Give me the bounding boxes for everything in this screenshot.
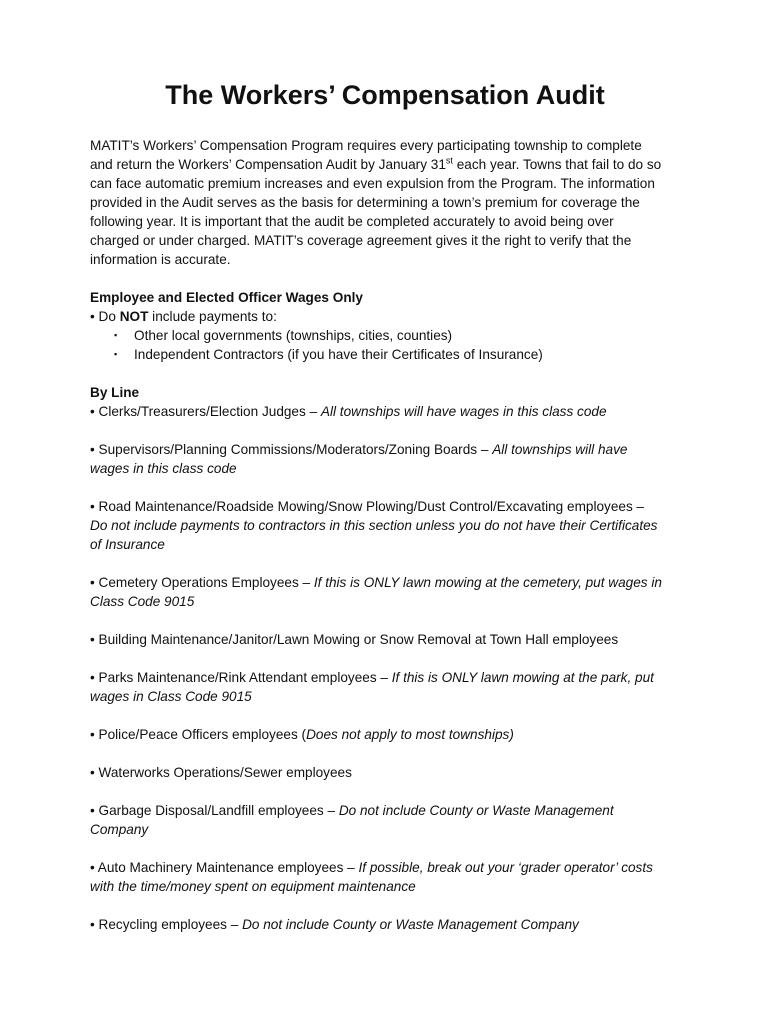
emphasis-text: NOT [119,309,149,324]
item-label: • Waterworks Operations/Sewer employees [90,765,352,780]
item-line [90,668,680,687]
class-code-item [90,725,680,744]
intro-paragraph [90,136,680,269]
intro-line [90,155,680,174]
item-note-line: of Insurance [90,537,165,552]
item-note: All townships will have [492,442,628,457]
item-label: • Recycling employees – [90,917,243,932]
exclusion-item-text: Other local governments (townships, cities, counties) [134,328,453,343]
intro-line: provided in the Audit serves as the basis for determining a town’s premium for coverage the [90,195,640,210]
item-note: If possible, break out your ‘grader operator’ costs [358,860,653,875]
item-note: Do not include County or Waste Management [338,803,614,818]
spacer [90,364,680,383]
class-code-item [90,801,680,839]
item-label: • Parks Maintenance/Rink Attendant employees – [90,670,392,685]
exclusion-list [90,326,680,364]
class-code-item [90,858,680,896]
item-note-line: wages in this class code [90,461,237,476]
bullet-text: • Do [90,309,120,324]
wages-section [90,288,680,364]
item-line [90,915,680,934]
square-bullet-icon: ▪ [114,330,118,340]
item-note: Does not apply to most townships) [306,727,514,742]
item-note: Do not include County or Waste Management Company [242,917,579,932]
class-code-item [90,497,680,554]
item-line [90,402,680,421]
spacer [90,269,680,288]
item-note-line: Class Code 9015 [90,594,195,609]
class-code-item [90,915,680,934]
class-code-item [90,440,680,478]
item-note: If this is ONLY lawn mowing at the park, put [391,670,654,685]
exclusion-bullet [90,307,680,326]
item-label: • Building Maintenance/Janitor/Lawn Mowing or Snow Removal at Town Hall employees [90,632,619,647]
item-label: • Cemetery Operations Employees – [90,575,314,590]
intro-text: each year. Towns that fail to do so [452,157,662,172]
intro-line: information is accurate. [90,252,231,267]
item-note: All townships will have wages in this class code [320,404,607,419]
class-code-item [90,573,680,611]
exclusion-item-text: Independent Contractors (if you have their Certificates of Insurance) [134,347,543,362]
item-line [90,573,680,592]
class-code-item [90,402,680,421]
item-label: • Garbage Disposal/Landfill employees – [90,803,339,818]
item-note-line: Do not include payments to contractors in this section unless you do not have their Certificates [90,518,658,533]
item-line [90,801,680,820]
item-line [90,440,680,459]
document-body [90,136,680,934]
intro-text: and return the Workers’ Compensation Audit by January 31 [90,157,446,172]
item-label: • Police/Peace Officers employees ( [90,727,307,742]
intro-line: MATIT’s Workers’ Compensation Program requires every participating township to complete [90,138,642,153]
item-note-line: Company [90,822,149,837]
class-code-item [90,668,680,706]
item-note-line: with the time/money spent on equipment maintenance [90,879,416,894]
item-label: • Auto Machinery Maintenance employees – [90,860,359,875]
document-title: The Workers’ Compensation Audit [165,80,605,110]
item-note: If this is ONLY lawn mowing at the cemetery, put wages in [313,575,662,590]
intro-line: can face automatic premium increases and even expulsion from the Program. The information [90,176,655,191]
exclusion-item [90,345,680,364]
item-label: • Clerks/Treasurers/Election Judges – [90,404,321,419]
item-label: • Supervisors/Planning Commissions/Moderators/Zoning Boards – [90,442,493,457]
class-code-item [90,763,680,782]
intro-line: charged or under charged. MATIT’s coverage agreement gives it the right to verify that the [90,233,632,248]
exclusion-item [90,326,680,345]
ordinal-suffix: st [445,155,453,166]
item-line [90,858,680,877]
class-code-item [90,630,680,649]
square-bullet-icon: ▪ [114,349,118,359]
bullet-text: include payments to: [148,309,277,324]
item-note-line: wages in Class Code 9015 [90,689,252,704]
item-label: • Road Maintenance/Roadside Mowing/Snow Plowing/Dust Control/Excavating employees – [90,499,645,514]
intro-line: following year. It is important that the audit be completed accurately to avoid being over [90,214,614,229]
by-line-section [90,383,680,934]
section-heading: Employee and Elected Officer Wages Only [90,290,363,305]
section-heading: By Line [90,385,140,400]
item-line [90,725,680,744]
